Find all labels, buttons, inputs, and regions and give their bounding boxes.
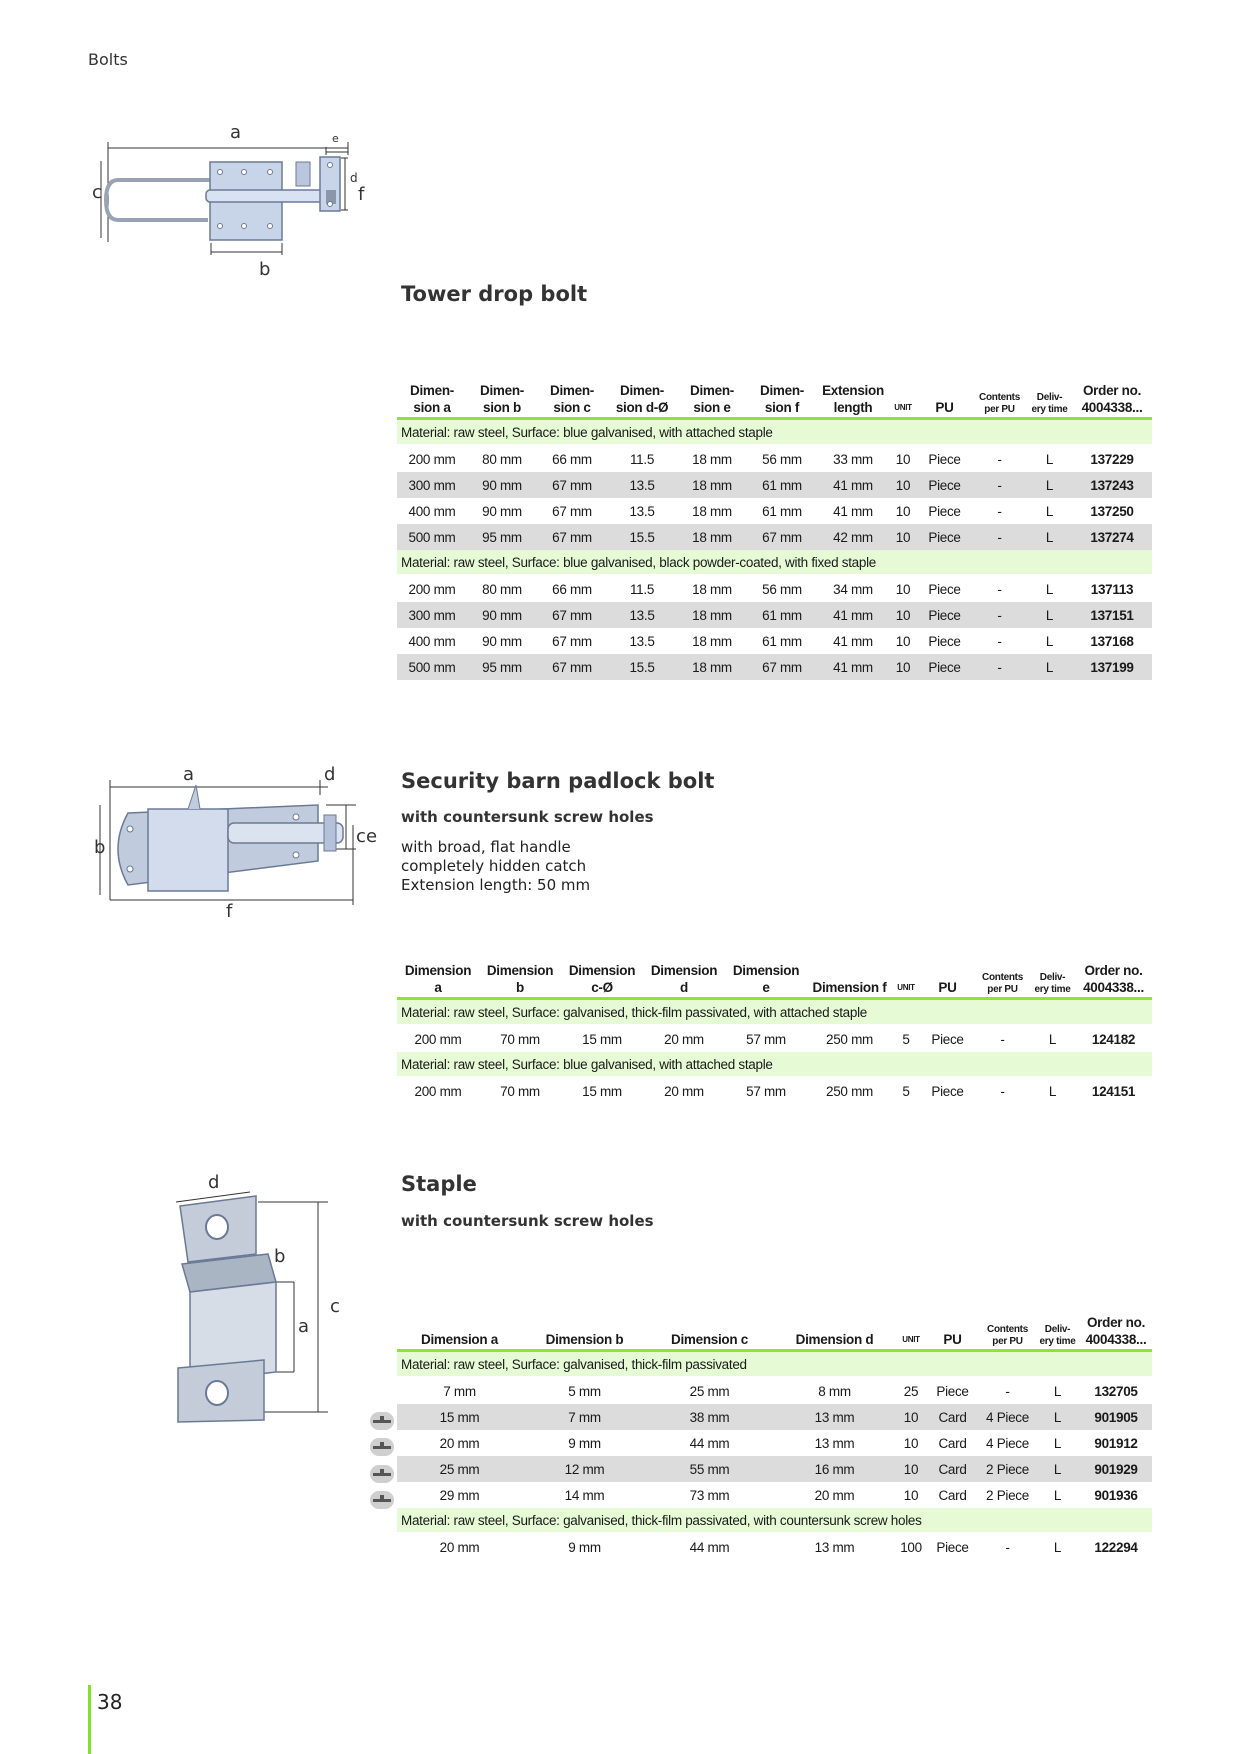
table-row <box>397 1377 1152 1404</box>
table-cell: 56 mm <box>762 581 802 597</box>
table-cell: 13 mm <box>772 1404 897 1430</box>
staple-figure <box>168 1172 368 1432</box>
table-cell: 7 mm <box>522 1404 647 1430</box>
table-cell: 8 mm <box>818 1383 851 1399</box>
table-cell: Card <box>925 1404 980 1430</box>
table-cell: - <box>972 524 1027 550</box>
table-cell: 400 mm <box>408 503 456 519</box>
col-dimension-a: Dimension a <box>397 1310 522 1351</box>
table-cell: 15.5 <box>607 524 677 550</box>
table-cell: 25 mm <box>689 1383 730 1399</box>
table-cell: Piece <box>936 1383 969 1399</box>
table-cell: 80 mm <box>482 451 522 467</box>
table-row <box>397 602 1152 628</box>
col-dimension-f: Dimension f <box>807 958 892 999</box>
table-cell: L <box>1053 1539 1062 1555</box>
table-row <box>397 1430 1152 1456</box>
table-cell: 95 mm <box>467 654 537 680</box>
col-delivery: Deliv- ery time <box>1030 958 1075 999</box>
table-cell: - <box>972 602 1027 628</box>
dim-label-f: f <box>226 901 233 922</box>
table-header-row <box>397 1310 1152 1351</box>
table-cell: 18 mm <box>692 503 732 519</box>
dim-label-b: b <box>259 259 271 280</box>
table-cell: 9 mm <box>568 1435 601 1451</box>
table-cell: - <box>972 654 1027 680</box>
table-cell: 9 mm <box>568 1539 601 1555</box>
dim-label-b: b <box>94 837 106 858</box>
table-cell: 5 <box>902 1031 910 1047</box>
table-cell: 15 mm <box>582 1031 622 1047</box>
section-title-staple: Staple <box>401 1172 477 1196</box>
col-dimension-c: Dimen- sion c <box>537 378 607 419</box>
table-cell: 90 mm <box>482 633 522 649</box>
col-pu: PU <box>925 1310 980 1351</box>
table-cell: 67 mm <box>552 503 592 519</box>
page-number: 38 <box>97 1690 123 1714</box>
table-cell: 33 mm <box>833 451 873 467</box>
table-cell: 34 mm <box>833 581 873 597</box>
table-cell: Material: raw steel, Surface: galvanised, thick-film passivated, with countersunk screw holes <box>397 1508 1152 1533</box>
table-row <box>397 1404 1152 1430</box>
table-cell: Card <box>938 1435 967 1451</box>
table-cell: 29 mm <box>439 1487 480 1503</box>
table-cell: Material: raw steel, Surface: blue galvanised, with attached staple <box>397 1052 1152 1077</box>
table-cell: Piece <box>928 633 961 649</box>
table-cell: 44 mm <box>689 1435 730 1451</box>
table-cell: 200 mm <box>414 1083 462 1099</box>
col-order-no: Order no. 4004338... <box>1075 958 1152 999</box>
table-cell: 67 mm <box>552 633 592 649</box>
table-cell: Piece <box>928 451 961 467</box>
dim-label-e: e <box>332 132 339 145</box>
table-row <box>397 524 1152 550</box>
table-row <box>397 445 1152 472</box>
table-cell: Material: raw steel, Surface: blue galvanised, with attached staple <box>397 419 1152 446</box>
page-header: Bolts <box>88 50 128 69</box>
table-cell: 13.5 <box>607 472 677 498</box>
col-dimension-d: Dimension d <box>643 958 725 999</box>
table-cell: 25 mm <box>397 1456 522 1482</box>
table-cell: 13 mm <box>814 1539 855 1555</box>
table-cell: 57 mm <box>746 1031 786 1047</box>
table-cell: 901905 <box>1080 1404 1152 1430</box>
col-dimension-d: Dimension d <box>772 1310 897 1351</box>
tower-drop-bolt-figure <box>88 120 388 280</box>
table-cell: L <box>1045 451 1054 467</box>
table-cell: 10 <box>895 503 911 519</box>
table-cell: 12 mm <box>522 1456 647 1482</box>
col-dimension-b: Dimension b <box>522 1310 647 1351</box>
table-cell: 38 mm <box>647 1404 772 1430</box>
table-cell: 80 mm <box>482 581 522 597</box>
col-delivery: Deliv- ery time <box>1027 378 1072 419</box>
table-row <box>397 575 1152 602</box>
table-cell: 137243 <box>1072 472 1152 498</box>
table-cell: 95 mm <box>467 524 537 550</box>
table-cell: 200 mm <box>414 1031 462 1047</box>
col-order-no: Order no. 4004338... <box>1080 1310 1152 1351</box>
table-cell: 901929 <box>1080 1456 1152 1482</box>
table-cell: 2 Piece <box>986 1487 1029 1503</box>
table-cell: - <box>997 451 1002 467</box>
table-cell: 13.5 <box>607 602 677 628</box>
col-pu: PU <box>917 378 972 419</box>
col-dimension-b: Dimension b <box>479 958 561 999</box>
table-cell: 7 mm <box>443 1383 476 1399</box>
table-cell: 55 mm <box>647 1456 772 1482</box>
table-cell: 15 mm <box>397 1404 522 1430</box>
table-cell: 44 mm <box>689 1539 730 1555</box>
table-cell: 2 Piece <box>980 1456 1035 1482</box>
table-cell: L <box>1035 1404 1080 1430</box>
col-unit: UNIT <box>889 378 917 419</box>
table-cell: L <box>1053 1383 1062 1399</box>
padlock-bolt-figure <box>88 765 388 925</box>
section-subtitle: with countersunk screw holes <box>401 808 654 826</box>
table-cell: 100 <box>900 1539 922 1555</box>
table-cell: 132705 <box>1094 1383 1138 1399</box>
table-cell: L <box>1048 1031 1057 1047</box>
table-cell: 67 mm <box>537 654 607 680</box>
table-cell: 11.5 <box>629 451 655 467</box>
table-cell: Piece <box>917 524 972 550</box>
col-dimension-c: Dimension c <box>647 1310 772 1351</box>
table-cell: 41 mm <box>833 633 873 649</box>
table-cell: 41 mm <box>817 602 889 628</box>
col-contents: Contents per PU <box>980 1310 1035 1351</box>
table-cell: 124182 <box>1091 1031 1136 1047</box>
dim-label-c: c <box>92 182 102 203</box>
table-cell: Card <box>925 1456 980 1482</box>
table-cell: L <box>1035 1456 1080 1482</box>
table-cell: 67 mm <box>537 472 607 498</box>
table-cell: 18 mm <box>692 451 732 467</box>
staple-table <box>397 1310 1152 1560</box>
material-row <box>397 419 1152 446</box>
table-cell: 18 mm <box>677 602 747 628</box>
table-cell: 67 mm <box>537 524 607 550</box>
table-cell: 137274 <box>1072 524 1152 550</box>
table-cell: - <box>972 472 1027 498</box>
table-cell: 61 mm <box>762 503 802 519</box>
table-row <box>397 1077 1152 1104</box>
table-cell: 13.5 <box>629 633 655 649</box>
table-cell: 41 mm <box>817 654 889 680</box>
col-unit: UNIT <box>892 958 920 999</box>
feature-list <box>401 838 590 895</box>
table-cell: 137151 <box>1072 602 1152 628</box>
page-number-accent <box>88 1685 91 1754</box>
table-cell: 57 mm <box>746 1083 786 1099</box>
dim-label-f: f <box>358 184 365 205</box>
table-cell: 137113 <box>1090 581 1134 597</box>
table-cell: 300 mm <box>397 472 467 498</box>
table-cell: - <box>997 503 1002 519</box>
table-cell: Material: raw steel, Surface: galvanised, thick-film passivated <box>397 1351 1152 1378</box>
section-subtitle: with countersunk screw holes <box>401 1212 654 1230</box>
dim-label-e: e <box>366 826 378 847</box>
table-cell: 61 mm <box>747 602 817 628</box>
table-cell: 10 <box>897 1404 925 1430</box>
table-cell: L <box>1027 472 1072 498</box>
section-title-tower-drop-bolt: Tower drop bolt <box>401 282 588 306</box>
table-cell: 90 mm <box>482 503 522 519</box>
dim-label-b: b <box>274 1246 286 1267</box>
table-cell: 67 mm <box>537 602 607 628</box>
dim-label-d: d <box>208 1172 220 1193</box>
table-cell: 137168 <box>1090 633 1134 649</box>
table-cell: 73 mm <box>689 1487 730 1503</box>
dim-label-a: a <box>230 122 242 143</box>
table-cell: 10 <box>889 524 917 550</box>
card-pack-icon <box>370 1465 394 1483</box>
card-pack-icon <box>370 1412 394 1430</box>
table-cell: 20 mm <box>439 1435 480 1451</box>
table-cell: 18 mm <box>692 633 732 649</box>
table-cell: 10 <box>895 581 911 597</box>
table-cell: Piece <box>917 472 972 498</box>
col-extension-length: Extension length <box>817 378 889 419</box>
table-cell: 4 Piece <box>980 1404 1035 1430</box>
table-row <box>397 1456 1152 1482</box>
table-cell: - <box>1000 1031 1005 1047</box>
table-cell: 67 mm <box>747 654 817 680</box>
col-order-no: Order no. 4004338... <box>1072 378 1152 419</box>
table-cell: 42 mm <box>817 524 889 550</box>
table-cell: - <box>1005 1383 1010 1399</box>
col-dimension-d: Dimen- sion d-Ø <box>607 378 677 419</box>
table-cell: - <box>1005 1539 1010 1555</box>
table-cell: 18 mm <box>677 472 747 498</box>
table-cell: 20 mm <box>439 1539 480 1555</box>
table-cell: 137229 <box>1090 451 1134 467</box>
col-contents: Contents per PU <box>975 958 1030 999</box>
dim-label-a: a <box>298 1316 310 1337</box>
table-row <box>397 628 1152 654</box>
table-cell: 137199 <box>1072 654 1152 680</box>
col-pu: PU <box>920 958 975 999</box>
table-cell: Piece <box>917 602 972 628</box>
table-cell: L <box>1053 1435 1062 1451</box>
table-cell: 10 <box>903 1487 919 1503</box>
table-cell: 70 mm <box>500 1031 540 1047</box>
table-cell: Material: raw steel, Surface: blue galvanised, black powder-coated, with fixed staple <box>397 550 1152 575</box>
dim-label-a: a <box>183 765 195 785</box>
col-delivery: Deliv- ery time <box>1035 1310 1080 1351</box>
table-cell: 41 mm <box>817 472 889 498</box>
dim-label-d: d <box>350 171 358 185</box>
table-cell: Card <box>938 1487 967 1503</box>
table-cell: - <box>997 581 1002 597</box>
table-cell: 10 <box>897 1456 925 1482</box>
table-cell: 400 mm <box>408 633 456 649</box>
feature-item: completely hidden catch <box>401 857 587 875</box>
table-cell: 41 mm <box>833 503 873 519</box>
table-cell: 16 mm <box>772 1456 897 1482</box>
table-cell: 500 mm <box>397 524 467 550</box>
material-row <box>397 999 1152 1026</box>
material-row <box>397 1052 1152 1077</box>
table-cell: 20 mm <box>814 1487 855 1503</box>
table-cell: 10 <box>889 602 917 628</box>
tower-drop-bolt-table <box>397 378 1152 680</box>
table-cell: 10 <box>889 472 917 498</box>
table-cell: - <box>997 633 1002 649</box>
col-dimension-b: Dimen- sion b <box>467 378 537 419</box>
section-title-padlock-bolt: Security barn padlock bolt <box>401 769 715 793</box>
table-cell: 137250 <box>1090 503 1134 519</box>
col-contents: Contents per PU <box>972 378 1027 419</box>
dim-label-c: c <box>356 826 366 847</box>
table-cell: Piece <box>936 1539 969 1555</box>
col-dimension-e: Dimension e <box>725 958 807 999</box>
table-cell: Material: raw steel, Surface: galvanised, thick-film passivated, with attached staple <box>397 999 1152 1026</box>
col-dimension-f: Dimen- sion f <box>747 378 817 419</box>
table-cell: 10 <box>895 633 911 649</box>
table-cell: 20 mm <box>664 1083 704 1099</box>
table-cell: 18 mm <box>677 524 747 550</box>
table-header-row <box>397 378 1152 419</box>
table-row <box>397 654 1152 680</box>
table-row <box>397 1482 1152 1508</box>
table-cell: 200 mm <box>408 451 456 467</box>
table-cell: 250 mm <box>826 1031 873 1047</box>
table-cell: 13.5 <box>629 503 655 519</box>
feature-item: with broad, flat handle <box>401 838 571 856</box>
table-cell: 25 <box>903 1383 919 1399</box>
table-cell: Piece <box>931 1083 964 1099</box>
table-cell: 13 mm <box>814 1435 855 1451</box>
table-cell: L <box>1053 1487 1062 1503</box>
table-cell: 90 mm <box>467 602 537 628</box>
table-cell: 250 mm <box>826 1083 873 1099</box>
material-row <box>397 1508 1152 1533</box>
col-dimension-a: Dimen- sion a <box>397 378 467 419</box>
table-cell: L <box>1048 1083 1057 1099</box>
table-cell: 61 mm <box>747 472 817 498</box>
table-cell: 56 mm <box>762 451 802 467</box>
material-row <box>397 1351 1152 1378</box>
table-cell: 500 mm <box>397 654 467 680</box>
table-cell: 5 <box>902 1083 910 1099</box>
dim-label-c: c <box>330 1296 340 1317</box>
table-cell: 14 mm <box>564 1487 605 1503</box>
table-cell: 122294 <box>1094 1539 1138 1555</box>
table-row <box>397 498 1152 524</box>
table-cell: 18 mm <box>692 581 732 597</box>
col-dimension-a: Dimension a <box>397 958 479 999</box>
padlock-bolt-table <box>397 958 1152 1104</box>
table-cell: Piece <box>928 581 961 597</box>
col-dimension-c: Dimension c-Ø <box>561 958 643 999</box>
dim-label-d: d <box>324 765 336 785</box>
table-header-row <box>397 958 1152 999</box>
table-cell: 66 mm <box>552 581 592 597</box>
table-cell: L <box>1027 602 1072 628</box>
feature-item: Extension length: 50 mm <box>401 876 591 894</box>
table-row <box>397 472 1152 498</box>
table-cell: 70 mm <box>500 1083 540 1099</box>
table-cell: Piece <box>917 654 972 680</box>
table-cell: 15 mm <box>582 1083 622 1099</box>
table-cell: 901936 <box>1094 1487 1138 1503</box>
table-cell: L <box>1045 503 1054 519</box>
table-cell: 18 mm <box>677 654 747 680</box>
table-cell: L <box>1045 581 1054 597</box>
table-cell: 66 mm <box>552 451 592 467</box>
table-cell: 10 <box>895 451 911 467</box>
material-row <box>397 550 1152 575</box>
col-unit: UNIT <box>897 1310 925 1351</box>
table-cell: 20 mm <box>664 1031 704 1047</box>
table-cell: 901912 <box>1094 1435 1138 1451</box>
table-cell: Piece <box>928 503 961 519</box>
table-cell: L <box>1027 654 1072 680</box>
table-cell: 61 mm <box>762 633 802 649</box>
table-cell: Piece <box>931 1031 964 1047</box>
table-cell: 300 mm <box>397 602 467 628</box>
table-row <box>397 1025 1152 1052</box>
table-cell: 11.5 <box>629 581 655 597</box>
table-cell: 200 mm <box>408 581 456 597</box>
table-cell: 10 <box>889 654 917 680</box>
table-cell: L <box>1027 524 1072 550</box>
table-row <box>397 1533 1152 1560</box>
card-pack-icon <box>370 1438 394 1456</box>
table-cell: 124151 <box>1091 1083 1136 1099</box>
table-cell: 5 mm <box>568 1383 601 1399</box>
col-dimension-e: Dimen- sion e <box>677 378 747 419</box>
table-cell: - <box>1000 1083 1005 1099</box>
table-cell: 15.5 <box>607 654 677 680</box>
table-cell: L <box>1045 633 1054 649</box>
card-pack-icon <box>370 1491 394 1509</box>
table-cell: 67 mm <box>747 524 817 550</box>
table-cell: 10 <box>903 1435 919 1451</box>
table-cell: 4 Piece <box>986 1435 1029 1451</box>
table-cell: 90 mm <box>467 472 537 498</box>
